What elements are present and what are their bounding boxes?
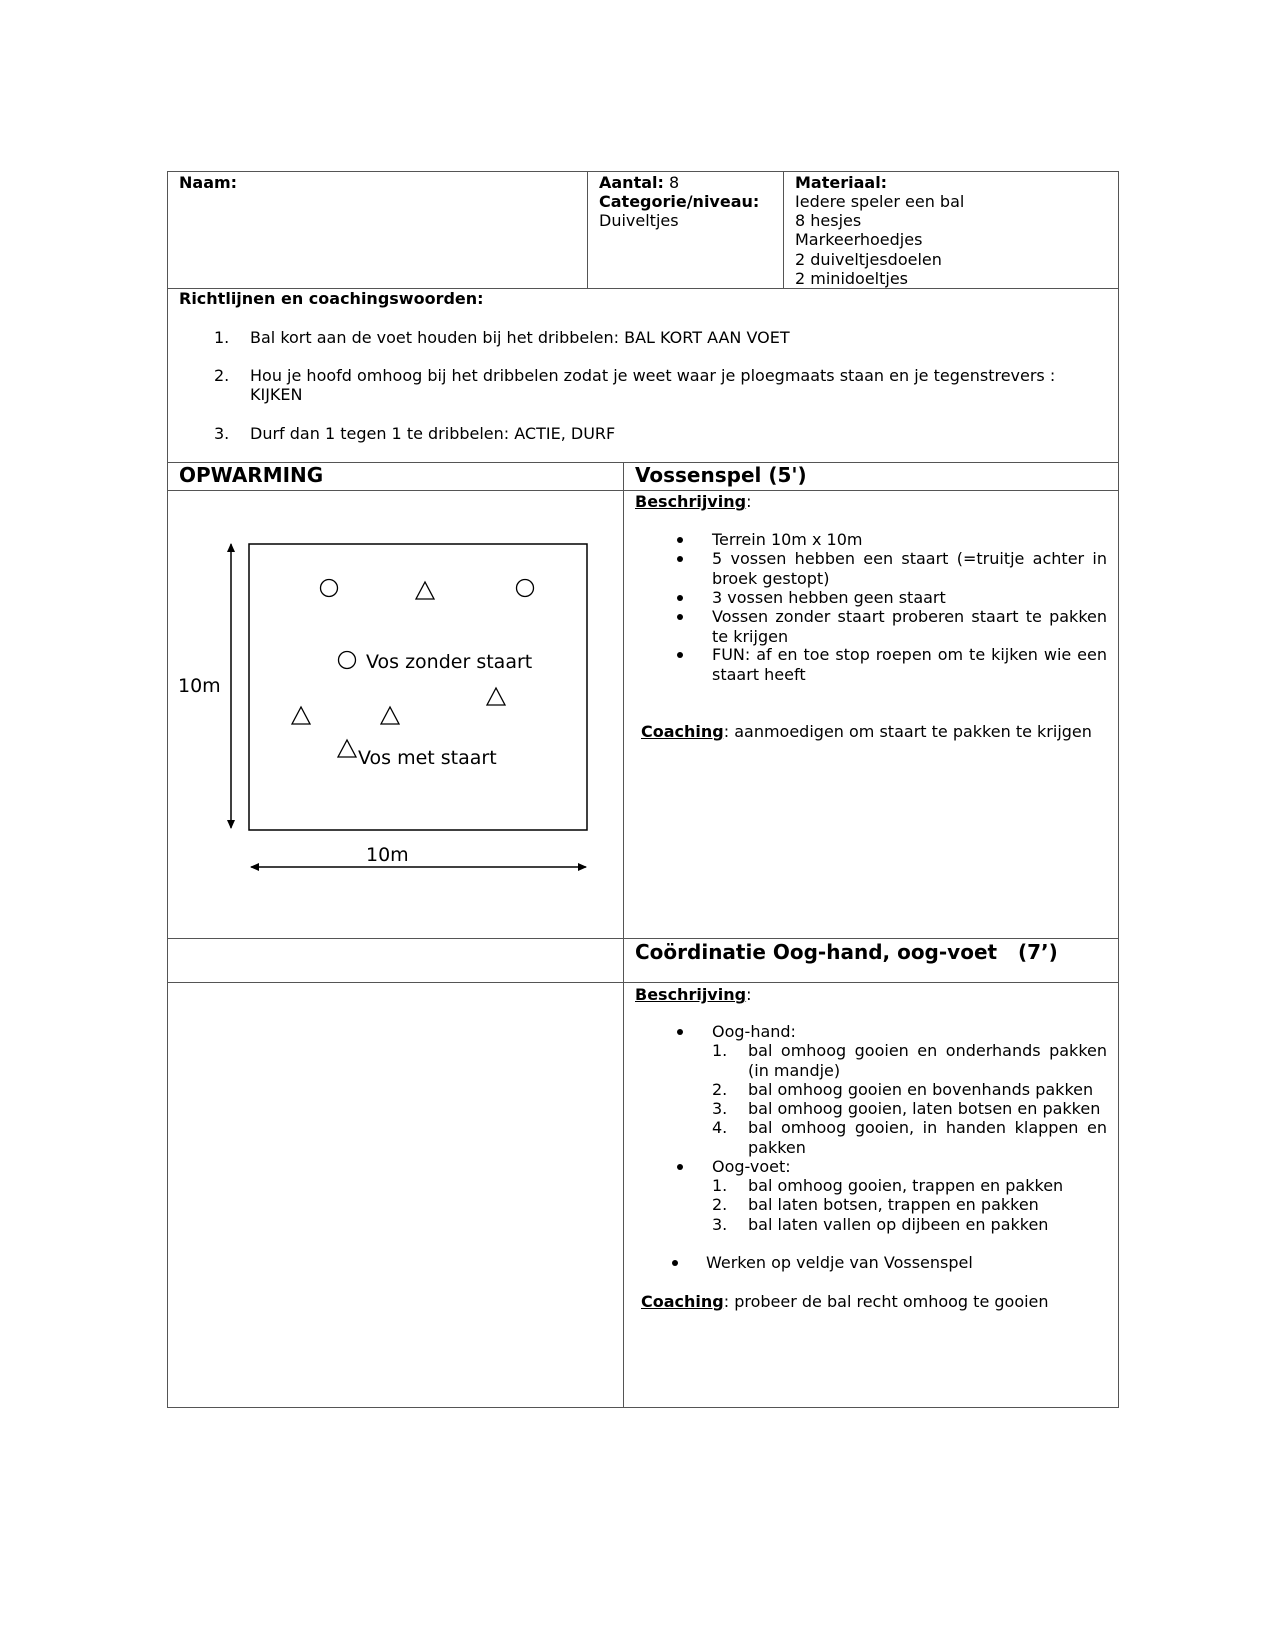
bullet-icon [677, 1164, 683, 1170]
materiaal-item: Markeerhoedjes [795, 230, 923, 249]
beschrijving-label: Beschrijving [635, 492, 747, 511]
field-diagram [170, 492, 620, 936]
coaching-text: : aanmoedigen om staart te pakken te krijgen [723, 722, 1092, 741]
row-divider [167, 982, 1119, 983]
warmup-coaching [641, 722, 1092, 742]
oog-hand-item: bal omhoog gooien en bovenhands pakken [748, 1080, 1094, 1099]
fox-with-tail-icon [381, 707, 399, 724]
naam-label: Naam: [179, 173, 238, 192]
field-square [249, 544, 587, 830]
fox-without-tail-icon [339, 652, 356, 669]
legend-fox-without-tail: Vos zonder staart [366, 651, 533, 673]
warmup-bullet: 3 vossen hebben geen staart [712, 588, 946, 607]
materiaal-item: Iedere speler een bal [795, 192, 965, 211]
fox-with-tail-icon [416, 582, 434, 599]
oog-voet-item: bal laten botsen, trappen en pakken [748, 1195, 1039, 1214]
materiaal-item: 2 minidoeltjes [795, 269, 909, 288]
exercise-title-coordinatie: Coördinatie Oog-hand, oog-voet (7’) [635, 940, 1058, 964]
sub-item-number: 2. [712, 1080, 728, 1099]
oog-hand-item: bal omhoog gooien, laten botsen en pakken [748, 1099, 1101, 1118]
beschrijving-label: Beschrijving [635, 985, 747, 1004]
guideline-text: Durf dan 1 tegen 1 te dribbelen: ACTIE, DURF [250, 424, 616, 443]
warmup-bullet: Vossen zonder staart proberen staart te pakken te krijgen [712, 607, 1107, 646]
categorie-label: Categorie/niveau: [599, 192, 760, 211]
bullet-icon [677, 556, 683, 562]
fox-with-tail-icon [338, 740, 356, 757]
legend-fox-with-tail: Vos met staart [358, 747, 497, 769]
categorie-value: Duiveltjes [599, 211, 679, 230]
bullet-icon [672, 1260, 678, 1266]
oog-voet-label: Oog-voet: [712, 1157, 791, 1176]
guideline-number: 2. [214, 366, 230, 385]
materiaal-item: 8 hesjes [795, 211, 862, 230]
oog-hand-item: bal omhoog gooien, in handen klappen en pakken [748, 1118, 1107, 1157]
diagram-side-label: 10m [178, 675, 221, 697]
bullet-icon [677, 652, 683, 658]
aantal-field [599, 173, 679, 193]
fox-without-tail-icon [517, 580, 534, 597]
section-label-opwarming: OPWARMING [179, 463, 324, 487]
diagram-bottom-label: 10m [366, 844, 409, 866]
oog-voet-item: bal laten vallen op dijbeen en pakken [748, 1215, 1049, 1234]
beschrijving-heading: Beschrijving: [635, 985, 752, 1004]
beschrijving-heading: Beschrijving: [635, 492, 752, 511]
sub-item-number: 1. [712, 1041, 728, 1060]
row-divider [167, 938, 1119, 939]
guidelines-title: Richtlijnen en coachingswoorden: [179, 289, 484, 308]
coordination-coaching [641, 1292, 1049, 1312]
guideline-number: 3. [214, 424, 230, 443]
sub-item-number: 4. [712, 1118, 728, 1137]
coaching-text: : probeer de bal recht omhoog te gooien [723, 1292, 1049, 1311]
fox-with-tail-icon [292, 707, 310, 724]
bullet-icon [677, 614, 683, 620]
bullet-icon [677, 1029, 683, 1035]
warmup-bullet: FUN: af en toe stop roepen om te kijken wie een staart heeft [712, 645, 1107, 684]
row-divider [167, 490, 1119, 491]
sub-item-number: 3. [712, 1215, 728, 1234]
warmup-bullet: Terrein 10m x 10m [712, 530, 863, 549]
aantal-label: Aantal: [599, 173, 664, 192]
warmup-bullet: 5 vossen hebben een staart (=truitje achter in broek gestopt) [712, 549, 1107, 588]
oog-hand-item: bal omhoog gooien en onderhands pakken (in mandje) [748, 1041, 1107, 1080]
coaching-label: Coaching [641, 722, 724, 741]
sub-item-number: 2. [712, 1195, 728, 1214]
guideline-text: Bal kort aan de voet houden bij het dribbelen: BAL KORT AAN VOET [250, 328, 790, 347]
fox-with-tail-icon [487, 688, 505, 705]
bullet-icon [677, 595, 683, 601]
sub-item-number: 1. [712, 1176, 728, 1195]
aantal-value: 8 [669, 173, 680, 192]
coordination-extra-bullet: Werken op veldje van Vossenspel [706, 1253, 973, 1272]
col-divider [783, 171, 784, 289]
col-divider [587, 171, 588, 289]
materiaal-item: 2 duiveltjesdoelen [795, 250, 942, 269]
exercise-title-vossenspel: Vossenspel (5') [635, 463, 807, 487]
col-divider [623, 462, 624, 1408]
oog-hand-label: Oog-hand: [712, 1022, 796, 1041]
fox-without-tail-icon [321, 580, 338, 597]
coaching-label: Coaching [641, 1292, 724, 1311]
bullet-icon [677, 537, 683, 543]
oog-voet-item: bal omhoog gooien, trappen en pakken [748, 1176, 1064, 1195]
guideline-text: Hou je hoofd omhoog bij het dribbelen zodat je weet waar je ploegmaats staan en je tegenstrevers : [250, 366, 1056, 385]
materiaal-label: Materiaal: [795, 173, 888, 192]
guideline-text-cont: KIJKEN [250, 385, 303, 404]
sub-item-number: 3. [712, 1099, 728, 1118]
guideline-number: 1. [214, 328, 230, 347]
